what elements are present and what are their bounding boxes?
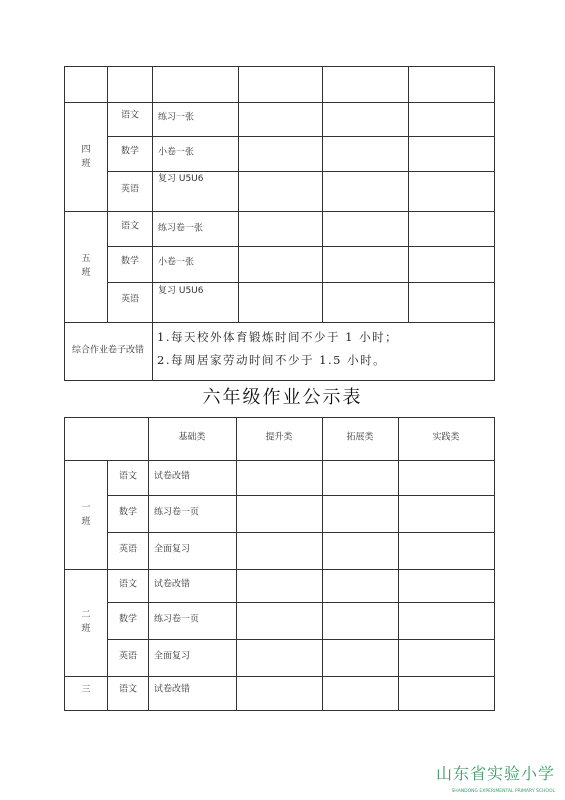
combined-line-2: 2.每周居家劳动时间不少于 1.5 小时。 (157, 353, 387, 367)
basic-cell: 练习卷一页 (154, 507, 200, 518)
basic-cell: 全面复习 (154, 651, 191, 662)
basic-cell: 试卷改错 (154, 684, 191, 695)
basic-cell: 试卷改错 (154, 471, 191, 482)
combined-line-1: 1.每天校外体育锻炼时间不少于 1 小时； (157, 330, 399, 344)
row-divider (64, 322, 495, 323)
row-divider (107, 246, 495, 247)
row-divider (64, 676, 495, 677)
basic-cell: 复习 U5U6 (158, 286, 204, 296)
col-divider (107, 460, 108, 711)
basic-cell: 小卷一张 (158, 257, 195, 268)
basic-cell: 复习 U5U6 (158, 174, 204, 184)
subject-cell: 语文 (118, 471, 138, 482)
subject-cell: 英语 (118, 544, 138, 555)
subject-cell: 数学 (118, 614, 138, 625)
row-divider (107, 495, 495, 496)
class-name-5: 五班 (81, 254, 91, 278)
combined-label: 综合作业卷子改错 (71, 345, 145, 356)
subject-cell: 英语 (120, 184, 140, 195)
col-divider (322, 417, 323, 711)
row-divider (107, 639, 495, 640)
col-divider (236, 417, 237, 711)
subject-cell: 数学 (118, 507, 138, 518)
row-divider (64, 569, 495, 570)
col-divider (408, 66, 409, 322)
row-divider (107, 602, 495, 603)
col-divider (107, 66, 108, 322)
subject-cell: 数学 (120, 146, 140, 157)
col-divider (322, 66, 323, 322)
col-divider (238, 66, 239, 322)
basic-cell: 练习一张 (158, 112, 195, 123)
header-improve: 提升类 (265, 432, 293, 443)
subject-cell: 数学 (120, 256, 140, 267)
row-divider (64, 102, 495, 103)
school-logo-text: 山东省实验小学 (435, 764, 555, 783)
subject-cell: 语文 (118, 579, 138, 590)
subject-cell: 语文 (118, 684, 138, 695)
row-divider (107, 171, 495, 172)
school-logo-subtitle: SHANDONG EXPERIMENTAL PRIMARY SCHOOL (451, 789, 555, 794)
class-name-4: 四班 (81, 145, 91, 169)
row-divider (64, 211, 495, 212)
row-divider (64, 460, 495, 461)
subject-cell: 语文 (120, 110, 140, 121)
basic-cell: 试卷改错 (154, 579, 191, 590)
subject-cell: 英语 (120, 294, 140, 305)
basic-cell: 练习卷一张 (158, 223, 204, 234)
basic-cell: 小卷一张 (158, 147, 195, 158)
header-basic: 基础类 (178, 432, 206, 443)
col-divider (398, 417, 399, 711)
row-divider (107, 282, 495, 283)
row-divider (107, 532, 495, 533)
row-divider (107, 136, 495, 137)
class-name-1: 一班 (81, 503, 91, 527)
subject-cell: 语文 (120, 221, 140, 232)
col-divider (152, 66, 153, 381)
page-title: 六年级作业公示表 (202, 387, 363, 408)
subject-cell: 英语 (118, 651, 138, 662)
class-name-3: 三 (81, 685, 91, 695)
basic-cell: 全面复习 (154, 544, 191, 555)
class-name-2: 二班 (81, 610, 91, 634)
basic-cell: 练习卷一页 (154, 614, 200, 625)
header-extend: 拓展类 (346, 432, 374, 443)
header-practice: 实践类 (432, 432, 460, 443)
grade6-table (64, 417, 495, 711)
col-divider (148, 417, 149, 711)
